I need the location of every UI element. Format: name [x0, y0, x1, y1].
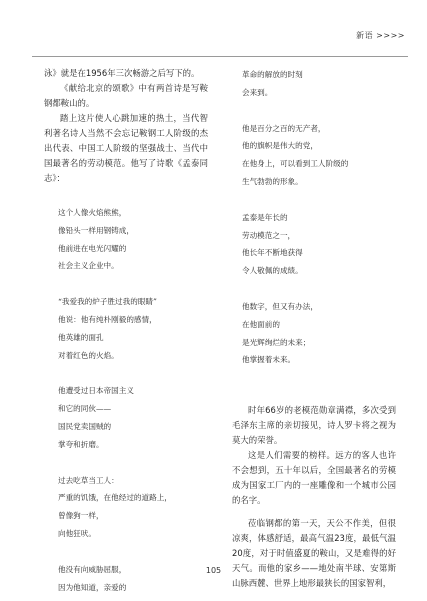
poem-stanza [44, 382, 208, 453]
poem-line: 令人敬佩的成绩。 [242, 266, 303, 276]
poem-line: 和它的同伙—— [58, 404, 112, 414]
paragraph: 《献给北京的颂歌》中有两首诗是写鞍钢都鞍山的。 [44, 83, 208, 108]
poem-line: 他说：他有纯朴刚毅的感情， [58, 314, 157, 324]
poem-line: 他没有向威胁屈服， [58, 564, 127, 574]
poem-line: 国民党卖国贼的 [58, 421, 112, 431]
header-divider [32, 56, 408, 57]
paragraph: 这是人们需要的榜样。远方的客人也许不会想到，五十年以后，全国最著名的劳模成为国家工厂内的一座雕像和一个城市公园的名字。 [232, 450, 396, 506]
paragraph: 时年66岁的老模范勋章满襟，多次受到毛泽东主席的亲切接见，诗人罗卡将之视为莫大的荣誉。 [232, 405, 396, 446]
poem-line: 社会主义企业中。 [58, 261, 119, 271]
right-column [232, 66, 396, 591]
poem-line: 他遭受过日本帝国主义 [58, 386, 134, 396]
poem-line: 严重的饥饿，在他经过的道路上， [58, 493, 172, 503]
poem-line: 生气勃勃的形象。 [242, 176, 303, 186]
section-header: 新语 >>>> [356, 31, 405, 40]
poem-line: 他前进在电光闪耀的 [58, 243, 127, 253]
paragraph: 泳》就是在1956年三次畅游之后写下的。 [44, 68, 200, 78]
poem-line: 像铅头一样用钢铸成， [58, 225, 134, 235]
poem-line: 他的旗帜是伟大的党， [242, 141, 318, 151]
poem-line: 对着红色的火焰。 [58, 350, 119, 360]
poem [232, 66, 396, 369]
poem-line: 这个人像火焰熊熊， [58, 208, 127, 217]
poem-line: 在他面前的 [242, 319, 280, 329]
poem-stanza [44, 204, 208, 275]
left-column [44, 66, 208, 596]
poem-line: 他长年不断地获得 [242, 248, 303, 258]
poem-stanza [232, 66, 396, 102]
poem-line: 曾像狗一样， [58, 511, 104, 521]
poem-line: 因为他知道，亲爱的 [58, 582, 127, 592]
poem [44, 204, 208, 596]
poem-line: 他是百分之百的无产者， [242, 123, 326, 133]
poem-line: 向他狂吠。 [58, 528, 96, 538]
poem-line: 劳动模范之一， [242, 230, 296, 240]
poem-stanza [232, 120, 396, 191]
poem-stanza [232, 298, 396, 369]
poem-line: 他掌握着未来。 [242, 355, 296, 365]
poem-stanza [44, 293, 208, 364]
poem-line: 是光辉绚烂的未来； [242, 337, 311, 347]
poem-stanza [232, 209, 396, 280]
poem-line: 他英雄的面孔 [58, 332, 104, 342]
poem-line: “我爱我的炉子胜过我的眼睛” [58, 297, 157, 307]
poem-stanza [44, 472, 208, 543]
poem-line: 他数字，但又有办法， [242, 301, 318, 311]
paragraph: 莅临钢都的第一天，天公不作美，但很凉爽，体感舒适，最高气温23度，最低气温20度，对于时值盛夏的鞍山，又是难得的好天气。而他的家乡——地处南半球、安第斯山脉西麓、世界上地形最狭长的国家智利， [232, 518, 396, 589]
poem-line: 会来到。 [242, 87, 273, 97]
poem-line: 掌夸和折磨。 [58, 439, 104, 449]
poem-line: 孟泰是年长的 [242, 212, 288, 222]
page-number: 105 [205, 566, 222, 575]
poem-line: 过去吃草当工人： [58, 475, 119, 485]
poem-line: 革命的解放的时刻 [242, 70, 303, 79]
paragraph: 踏上这片使人心跳加速的热土，当代智利著名诗人当然不会忘记鞍钢工人阶级的杰出代表、中国工人阶级的坚强战士、当代中国最著名的劳动模范。他写了诗歌《孟泰同志》： [44, 113, 208, 183]
poem-line: 在他身上，可以看到工人阶级的 [242, 159, 349, 169]
